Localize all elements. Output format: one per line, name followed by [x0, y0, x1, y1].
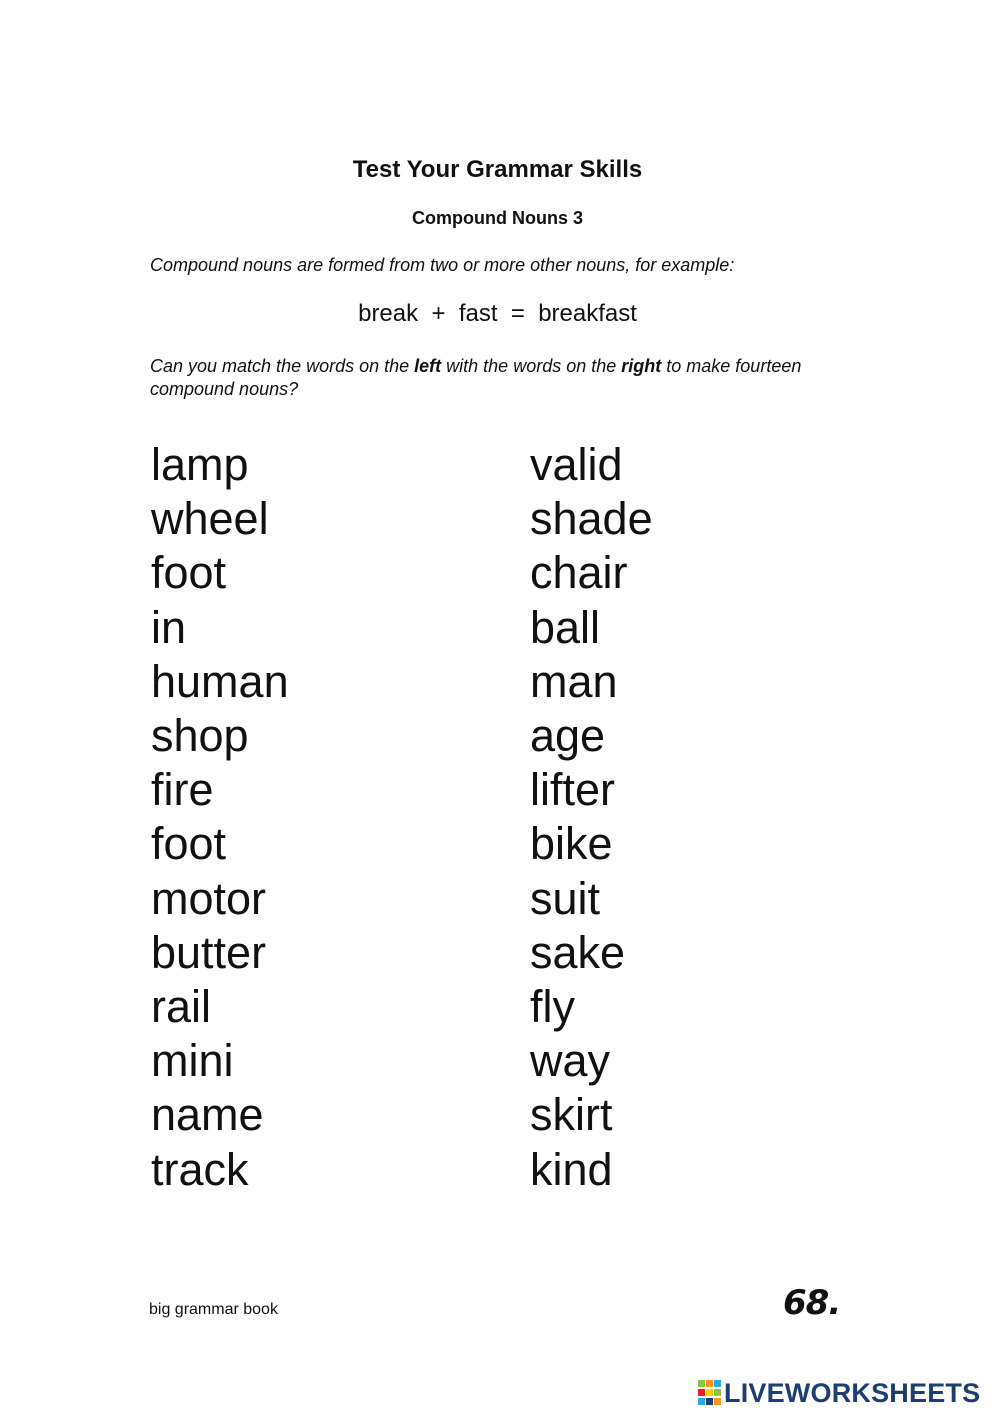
left-word: in — [151, 601, 187, 653]
question-part-2: with the words on the — [441, 356, 622, 376]
left-word: track — [151, 1143, 249, 1195]
question-part-3: to make fourteen compound nouns? — [150, 356, 802, 399]
left-word: name — [151, 1089, 264, 1141]
question-text — [150, 355, 830, 401]
liveworksheets-logo-text: LIVEWORKSHEETS — [724, 1377, 981, 1408]
left-word: motor — [151, 872, 267, 924]
right-word-column — [530, 438, 653, 1197]
right-word: man — [530, 655, 618, 707]
left-word: foot — [151, 547, 227, 599]
left-word: shop — [151, 710, 249, 762]
left-word: rail — [151, 981, 212, 1033]
left-word: mini — [151, 1035, 234, 1087]
right-word: skirt — [530, 1089, 613, 1141]
right-word: chair — [530, 547, 628, 599]
right-word: age — [530, 710, 606, 762]
right-word: bike — [530, 818, 613, 870]
liveworksheets-logo[interactable] — [698, 1378, 980, 1408]
right-word: suit — [530, 872, 601, 924]
worksheet-subtitle: Compound Nouns 3 — [412, 208, 583, 228]
footer-book-title: big grammar book — [149, 1301, 278, 1318]
left-word-column — [151, 438, 289, 1197]
right-word: shade — [530, 493, 653, 545]
question-bold-right: right — [621, 356, 662, 376]
intro-text: Compound nouns are formed from two or more other nouns, for example: — [150, 255, 735, 275]
question-part-1: Can you match the words on the — [150, 356, 415, 376]
liveworksheets-logo-icon — [698, 1380, 722, 1406]
example-equation: break + fast = breakfast — [358, 300, 637, 327]
worksheet-title: Test Your Grammar Skills — [352, 156, 643, 183]
left-word: butter — [151, 926, 267, 978]
right-word: way — [530, 1035, 611, 1087]
right-word: fly — [530, 981, 575, 1033]
right-word: lifter — [530, 764, 616, 816]
right-word: valid — [530, 439, 623, 490]
left-word: lamp — [151, 439, 249, 490]
left-word: fire — [151, 764, 214, 816]
right-word: sake — [530, 926, 626, 978]
handwritten-page-number: 68. — [783, 1283, 841, 1323]
question-bold-left: left — [414, 356, 442, 376]
right-word: kind — [530, 1143, 613, 1195]
left-word: foot — [151, 818, 227, 870]
left-word: human — [151, 655, 289, 707]
right-word: ball — [530, 601, 601, 653]
left-word: wheel — [151, 493, 269, 545]
